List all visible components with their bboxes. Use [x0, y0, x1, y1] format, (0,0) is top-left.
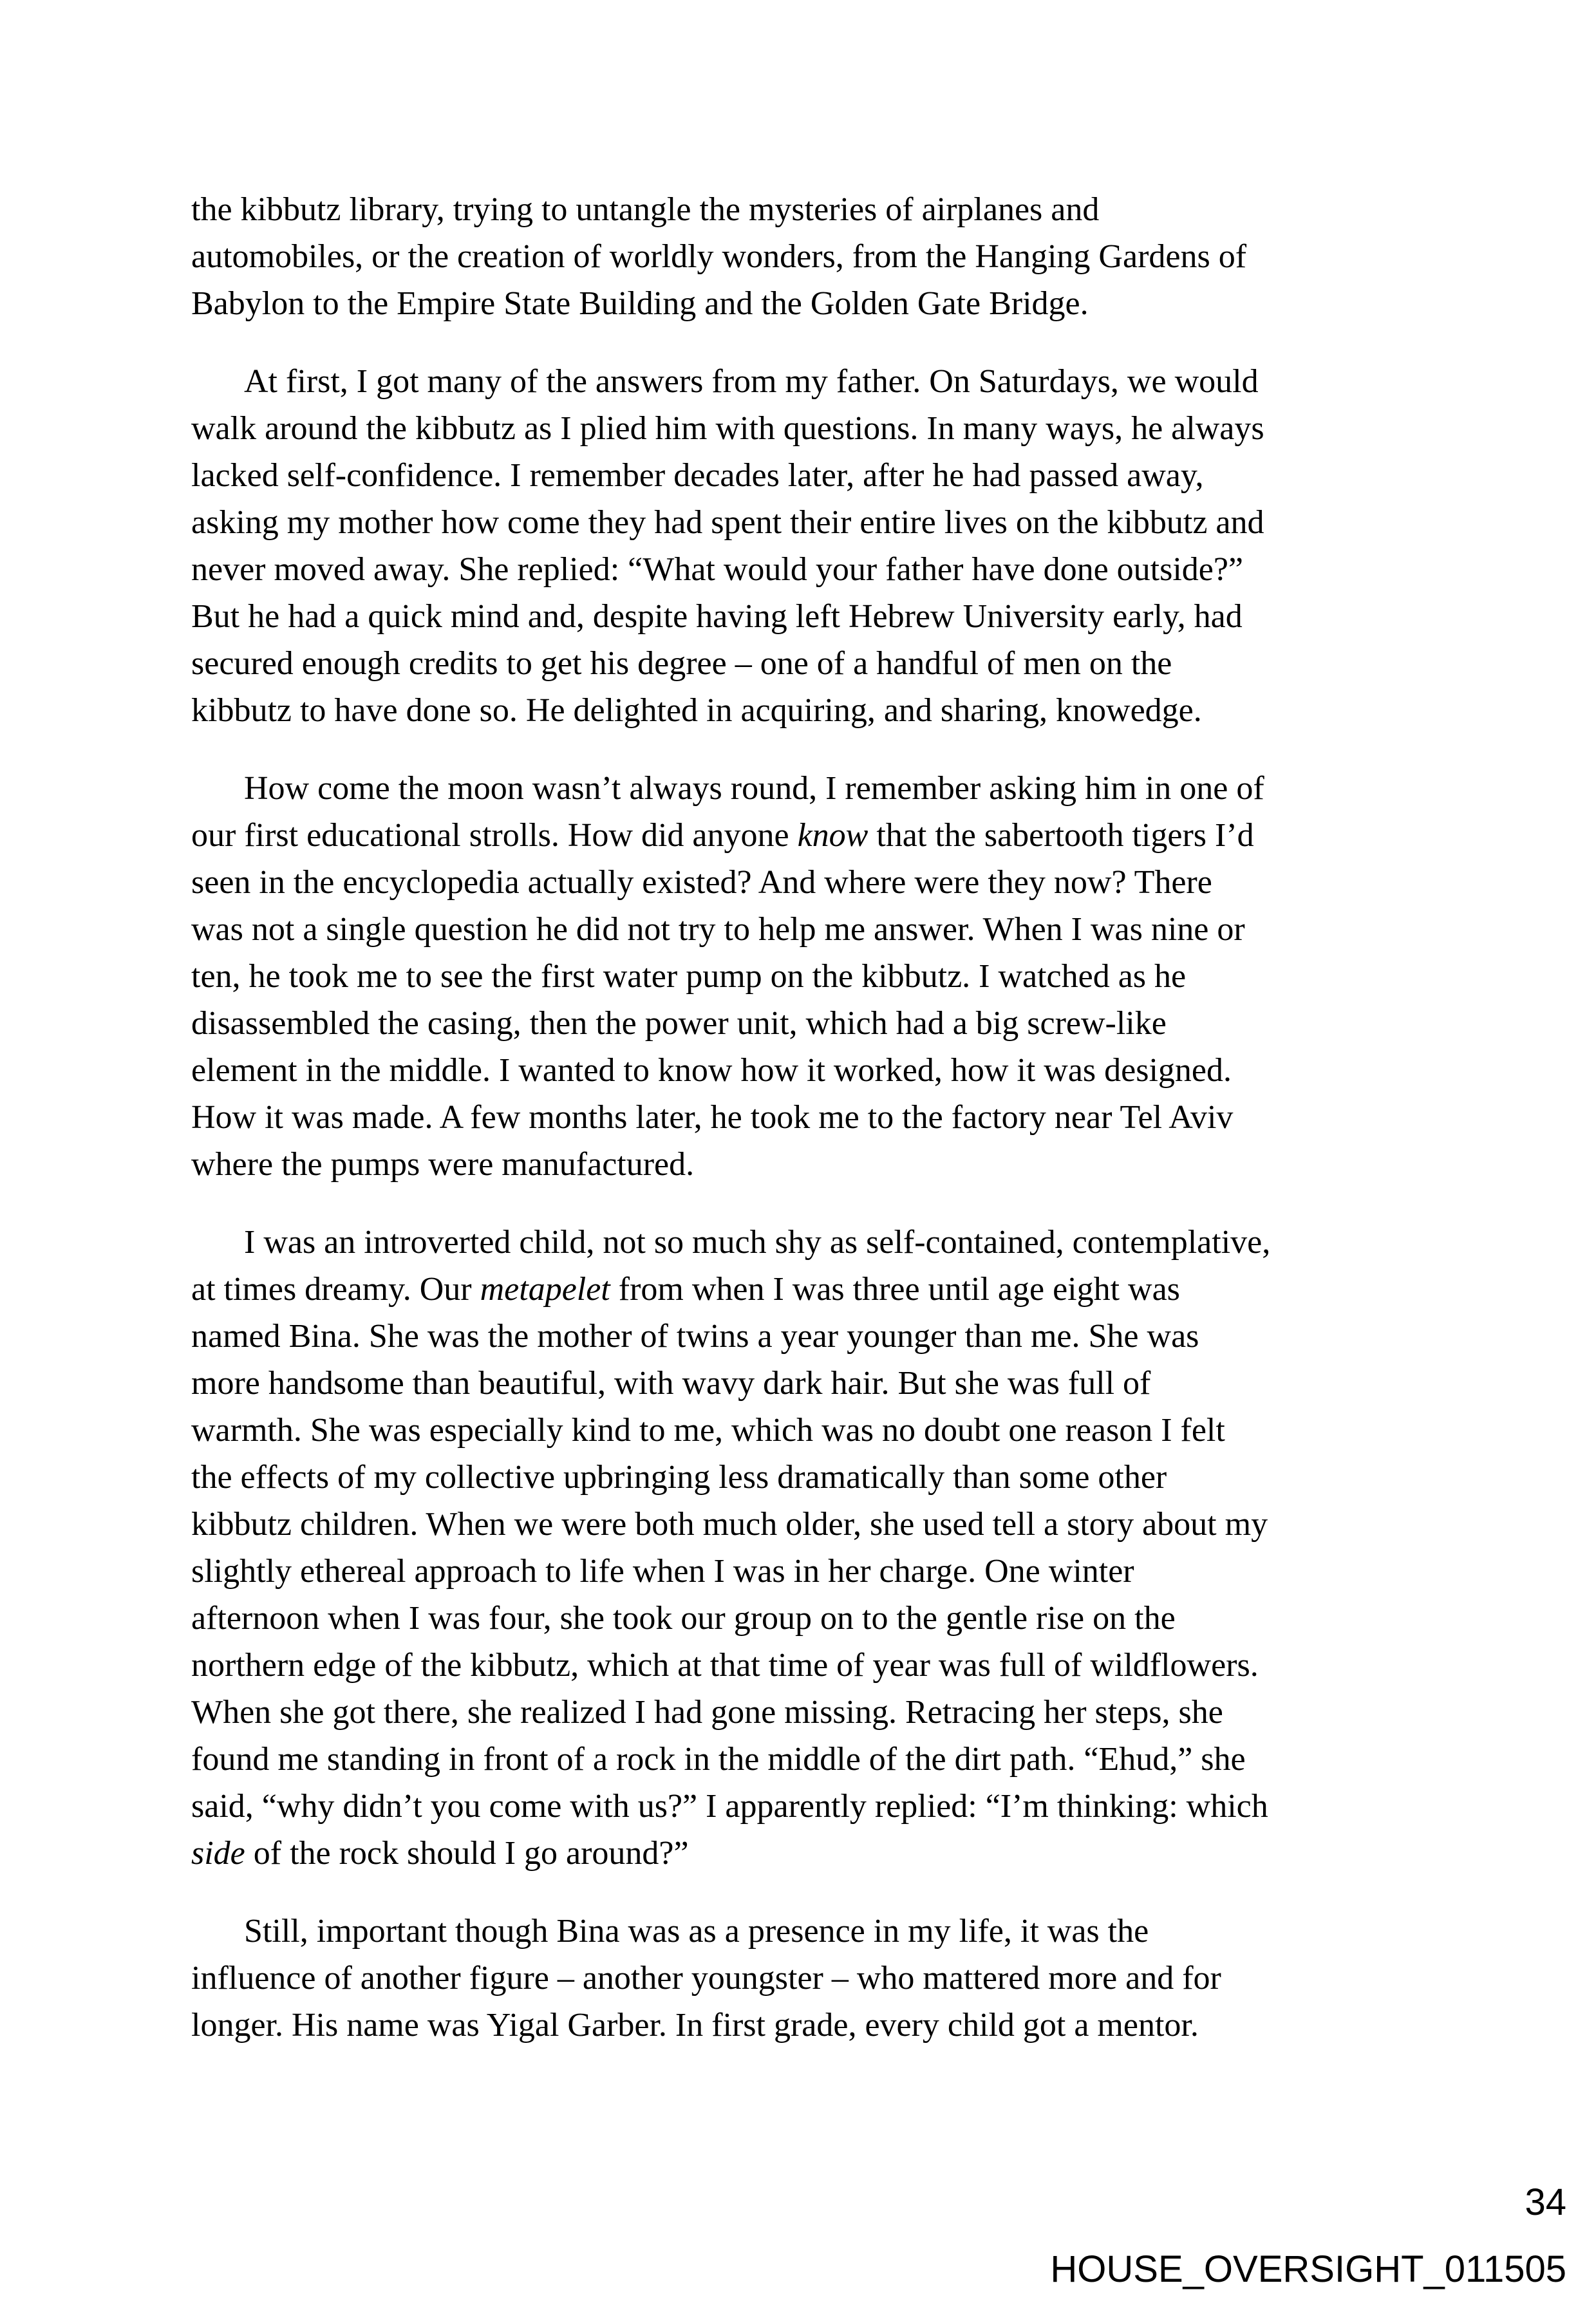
- text-line: kibbutz children. When we were both much older, she used tell a story about my: [191, 1506, 1268, 1543]
- text-line: the effects of my collective upbringing less dramatically than some other: [191, 1459, 1167, 1496]
- text-line: asking my mother how come they had spent their entire lives on the kibbutz and: [191, 504, 1264, 541]
- text-line: disassembled the casing, then the power unit, which had a big screw-like: [191, 1005, 1167, 1042]
- paragraph: [191, 1908, 1414, 2049]
- text-segment: our first educational strolls. How did anyone: [191, 817, 798, 854]
- text-line: said, “why didn’t you come with us?” I apparently replied: “I’m thinking: which: [191, 1788, 1268, 1825]
- text-line: never moved away. She replied: “What would your father have done outside?”: [191, 551, 1244, 588]
- paragraph: [191, 1219, 1414, 1877]
- italic-text: side: [191, 1835, 245, 1872]
- text-segment: at times dreamy. Our: [191, 1271, 480, 1308]
- text-line: automobiles, or the creation of worldly wonders, from the Hanging Gardens of: [191, 238, 1247, 275]
- text-line: At first, I got many of the answers from my father. On Saturdays, we would: [244, 363, 1259, 400]
- text-line: more handsome than beautiful, with wavy dark hair. But she was full of: [191, 1365, 1151, 1402]
- text-line: How it was made. A few months later, he took me to the factory near Tel Aviv: [191, 1099, 1234, 1136]
- text-line: secured enough credits to get his degree – one of a handful of men on the: [191, 645, 1172, 682]
- text-line: longer. His name was Yigal Garber. In first grade, every child got a mentor.: [191, 2007, 1199, 2044]
- text-line: influence of another figure – another youngster – who mattered more and for: [191, 1960, 1221, 1997]
- text-line: was not a single question he did not try to help me answer. When I was nine or: [191, 911, 1245, 948]
- paragraph: [191, 765, 1414, 1188]
- text-line: Babylon to the Empire State Building and the Golden Gate Bridge.: [191, 285, 1089, 322]
- text-line: kibbutz to have done so. He delighted in acquiring, and sharing, knowedge.: [191, 692, 1202, 729]
- text-line: northern edge of the kibbutz, which at that time of year was full of wildflowers.: [191, 1647, 1259, 1684]
- bates-stamp: HOUSE_OVERSIGHT_011505: [1050, 2248, 1566, 2290]
- text-line: element in the middle. I wanted to know how it worked, how it was designed.: [191, 1052, 1232, 1089]
- paragraph: [191, 186, 1414, 327]
- text-line: found me standing in front of a rock in the middle of the dirt path. “Ehud,” she: [191, 1741, 1246, 1778]
- text-line: walk around the kibbutz as I plied him with questions. In many ways, he always: [191, 410, 1264, 447]
- italic-text: metapelet: [480, 1271, 610, 1308]
- paragraph: [191, 358, 1414, 734]
- text-line: warmth. She was especially kind to me, which was no doubt one reason I felt: [191, 1412, 1225, 1449]
- text-line: where the pumps were manufactured.: [191, 1146, 695, 1183]
- text-line: lacked self-confidence. I remember decades later, after he had passed away,: [191, 457, 1204, 494]
- text-line: ten, he took me to see the first water pump on the kibbutz. I watched as he: [191, 958, 1187, 995]
- text-line: [191, 1830, 1414, 1877]
- text-line: How come the moon wasn’t always round, I remember asking him in one of: [244, 770, 1264, 807]
- text-segment: that the sabertooth tigers I’d: [868, 817, 1254, 854]
- text-line: [191, 812, 1414, 859]
- italic-text: know: [797, 817, 868, 854]
- text-line: named Bina. She was the mother of twins a year younger than me. She was: [191, 1318, 1199, 1355]
- text-line: the kibbutz library, trying to untangle the mysteries of airplanes and: [191, 191, 1100, 228]
- text-line: But he had a quick mind and, despite having left Hebrew University early, had: [191, 598, 1243, 635]
- text-line: seen in the encyclopedia actually existed? And where were they now? There: [191, 864, 1212, 901]
- text-line: [191, 1266, 1414, 1313]
- text-segment: of the rock should I go around?”: [245, 1835, 689, 1872]
- text-line: When she got there, she realized I had gone missing. Retracing her steps, she: [191, 1694, 1223, 1731]
- text-segment: from when I was three until age eight was: [610, 1271, 1180, 1308]
- body-text: [191, 186, 1414, 2049]
- page-number: 34: [1525, 2181, 1566, 2223]
- text-line: afternoon when I was four, she took our group on to the gentle rise on the: [191, 1600, 1176, 1637]
- text-line: slightly ethereal approach to life when I was in her charge. One winter: [191, 1553, 1134, 1590]
- text-line: Still, important though Bina was as a presence in my life, it was the: [244, 1913, 1149, 1950]
- text-line: I was an introverted child, not so much shy as self-contained, contemplative,: [244, 1224, 1271, 1261]
